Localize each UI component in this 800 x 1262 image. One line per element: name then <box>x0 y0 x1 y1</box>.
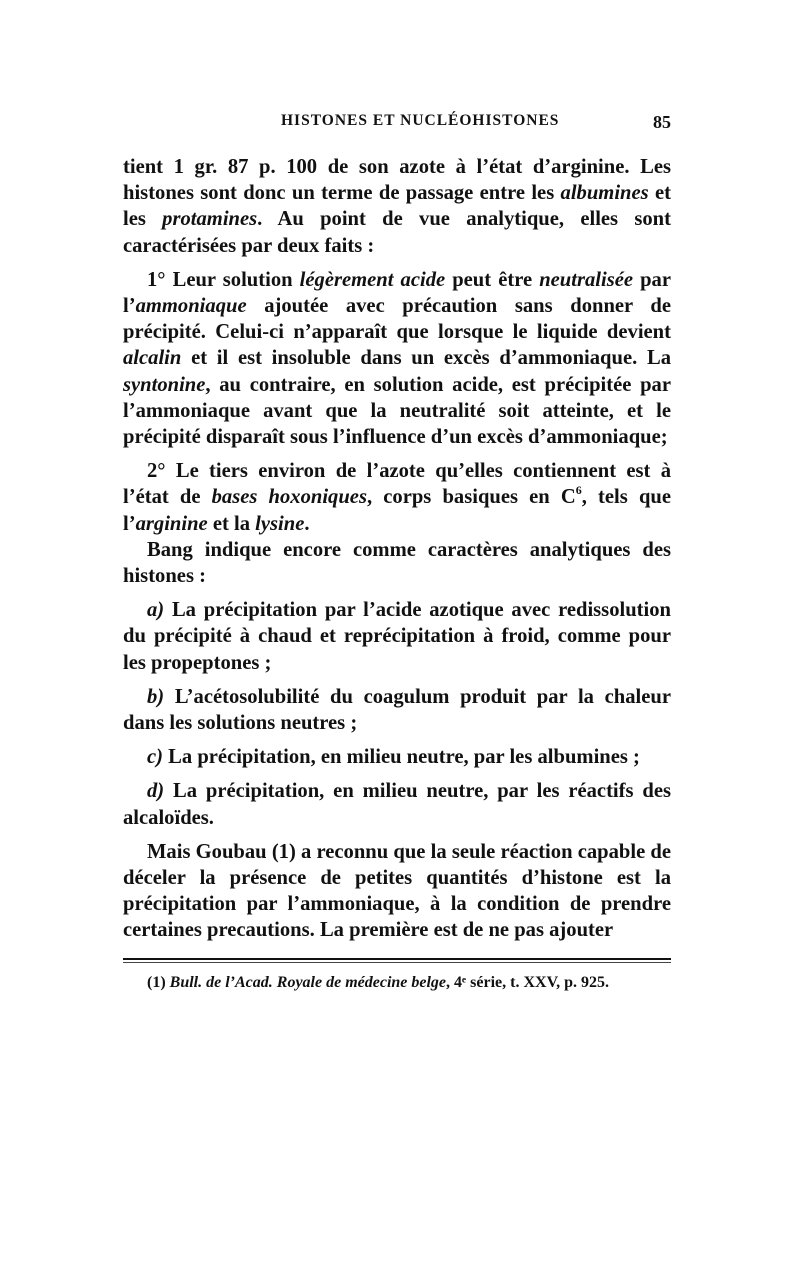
paragraph: Bang indique encore comme caractères analytiques des histones : <box>123 538 671 588</box>
header-title: HISTONES ET NUCLÉOHISTONES <box>281 112 560 129</box>
paragraph: Mais Goubau (1) a reconnu que la seule réaction capable de déceler la présence de petites quantités d’histone est la précipitation par l’ammoniaque, à la condition de prendre certaines precautions. La première est de ne pas ajouter <box>123 840 671 942</box>
book-page <box>123 112 671 993</box>
running-header <box>123 112 671 136</box>
list-item: a) La précipitation par l’acide azotique avec redissolution du précipité à chaud et reprécipitation à froid, comme pour les propeptones ; <box>123 599 671 674</box>
list-item: d) La précipitation, en milieu neutre, par les réactifs des alcaloïdes. <box>123 780 671 829</box>
paragraph: tient 1 gr. 87 p. 100 de son azote à l’état d’arginine. Les histones sont donc un terme de passage entre les albumines et les protamines. Au point de vue analytique, elles sont caractérisées par deux faits : <box>123 156 671 257</box>
list-item: c) La précipitation, en milieu neutre, par les albumines ; <box>147 746 640 769</box>
body-text <box>123 154 671 944</box>
page-number: 85 <box>653 112 671 132</box>
footnote-divider <box>123 958 671 960</box>
list-item: b) L’acétosolubilité du coagulum produit par la chaleur dans les solutions neutres ; <box>123 685 671 735</box>
paragraph: 1° Leur solution légèrement acide peut être neutralisée par l’ammoniaque ajoutée avec précaution sans donner de précipité. Celui-ci n’apparaît que lorsque le liquide devient alcalin et il est insoluble dans un excès d’ammoniaque. La syntonine, au contraire, en solution acide, est précipitée par l’ammoniaque avant que la neutralité soit atteinte, et le précipité disparaît sous l’influence d’un excès d’ammoniaque; <box>123 268 671 449</box>
footnote: (1) Bull. de l’Acad. Royale de médecine belge, 4ᵉ série, t. XXV, p. 925. <box>147 973 609 991</box>
footnote-divider-thin <box>123 962 671 963</box>
paragraph: 2° Le tiers environ de l’azote qu’elles contiennent est à l’état de bases hoxoniques, corps basiques en $C^6$, tels que l’arginine et la lysine. <box>123 460 671 535</box>
